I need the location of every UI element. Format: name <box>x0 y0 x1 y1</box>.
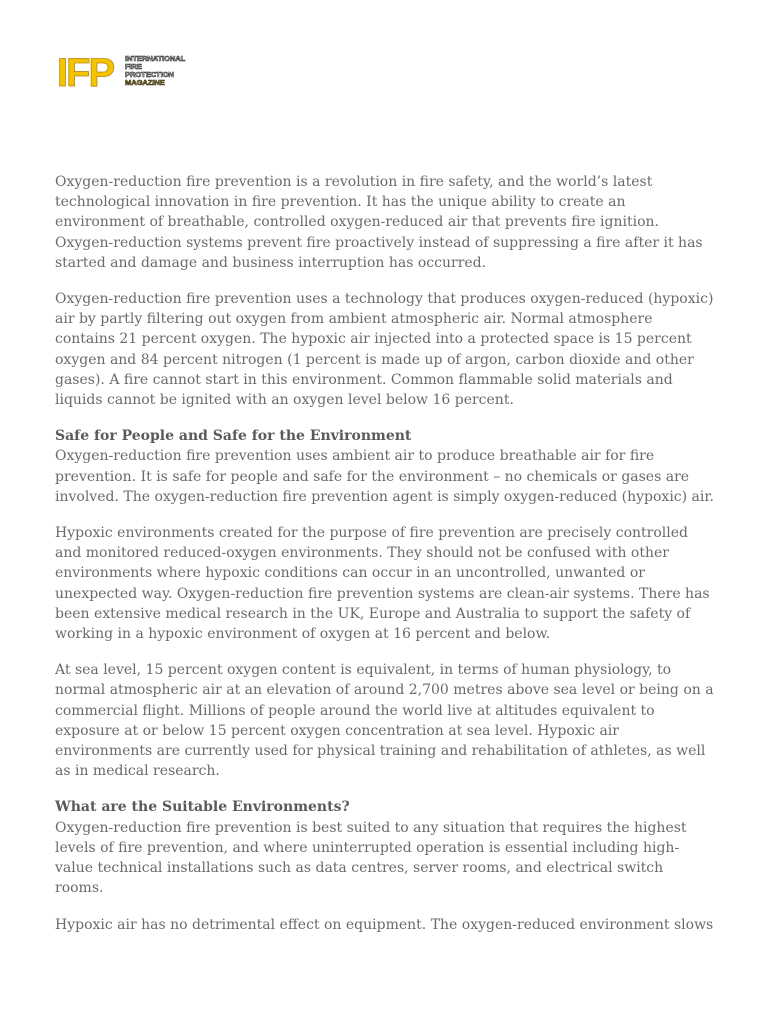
section-heading: Safe for People and Safe for the Environment <box>55 428 412 445</box>
paragraph-text: Oxygen-reduction fire prevention is a revolution in fire safety, and the world’s latest technological innovation in fire prevention. It has the unique ability to create an environment of breathable, controlled oxygen-reduced air that prevents fire ignition. Oxygen-reduction systems prevent fire proactively instead of suppressing a fire after it has started and damage and business interruption has occurred. <box>55 174 703 271</box>
paragraph-text: Oxygen-reduction fire prevention uses ambient air to produce breathable air for fire prevention. It is safe for people and safe for the environment – no chemicals or gases are involved. The oxygen-reduction fire prevention agent is simply oxygen-reduced (hypoxic) air. <box>55 448 714 505</box>
paragraph-text: Hypoxic environments created for the purpose of fire prevention are precisely controlled and monitored reduced-oxygen environments. They should not be confused with other environments where hypoxic conditions can occur in an uncontrolled, unwanted or unexpected way. Oxygen-reduction fire prevention systems are clean-air systems. There has been extensive medical research in the UK, Europe and Australia to support the safety of working in a hypoxic environment of oxygen at 16 percent and below. <box>55 525 710 643</box>
logo-line-1: INTERNATIONAL <box>125 54 186 63</box>
ifp-logo-mark <box>56 53 122 89</box>
paragraph <box>55 289 715 410</box>
paragraph <box>55 660 715 781</box>
logo-line-3: PROTECTION <box>125 70 174 79</box>
paragraph <box>55 426 715 507</box>
paragraph-text: Oxygen-reduction fire prevention is best suited to any situation that requires the highest levels of fire prevention, and where uninterrupted operation is essential including high-value technical installations such as data centres, server rooms, and electrical switch rooms. <box>55 819 687 897</box>
paragraph-text: Oxygen-reduction fire prevention uses a technology that produces oxygen-reduced (hypoxic) air by partly filtering out oxygen from ambient atmospheric air. Normal atmosphere contains 21 percent oxygen. The hypoxic air injected into a protected space is 15 percent oxygen and 84 percent nitrogen (1 percent is made up of argon, carbon dioxide and other gases). A fire cannot start in this environment. Common flammable solid materials and liquids cannot be ignited with an oxygen level below 16 percent. <box>55 291 714 409</box>
logo-line-4: MAGAZINE <box>125 78 165 87</box>
paragraph-text: Hypoxic air has no detrimental effect on equipment. The oxygen-reduced environment slows <box>55 916 714 933</box>
paragraph <box>55 797 715 898</box>
logo-line-2: FIRE <box>125 62 142 71</box>
paragraph <box>55 172 715 273</box>
paragraph-text: At sea level, 15 percent oxygen content is equivalent, in terms of human physiology, to normal atmospheric air at an elevation of around 2,700 metres above sea level or being on a commercial flight. Millions of people around the world live at altitudes equivalent to exposure at or below 15 percent oxygen concentration at sea level. Hypoxic air environments are currently used for physical training and rehabilitation of athletes, as well as in medical research. <box>55 662 714 780</box>
article-body <box>55 172 715 951</box>
paragraph <box>55 523 715 644</box>
section-heading: What are the Suitable Environments? <box>55 799 350 816</box>
ifp-logo-letters: IFP <box>57 53 114 89</box>
ifp-logo-wordmark <box>125 55 185 87</box>
paragraph <box>55 915 715 935</box>
ifp-logo <box>56 53 185 89</box>
